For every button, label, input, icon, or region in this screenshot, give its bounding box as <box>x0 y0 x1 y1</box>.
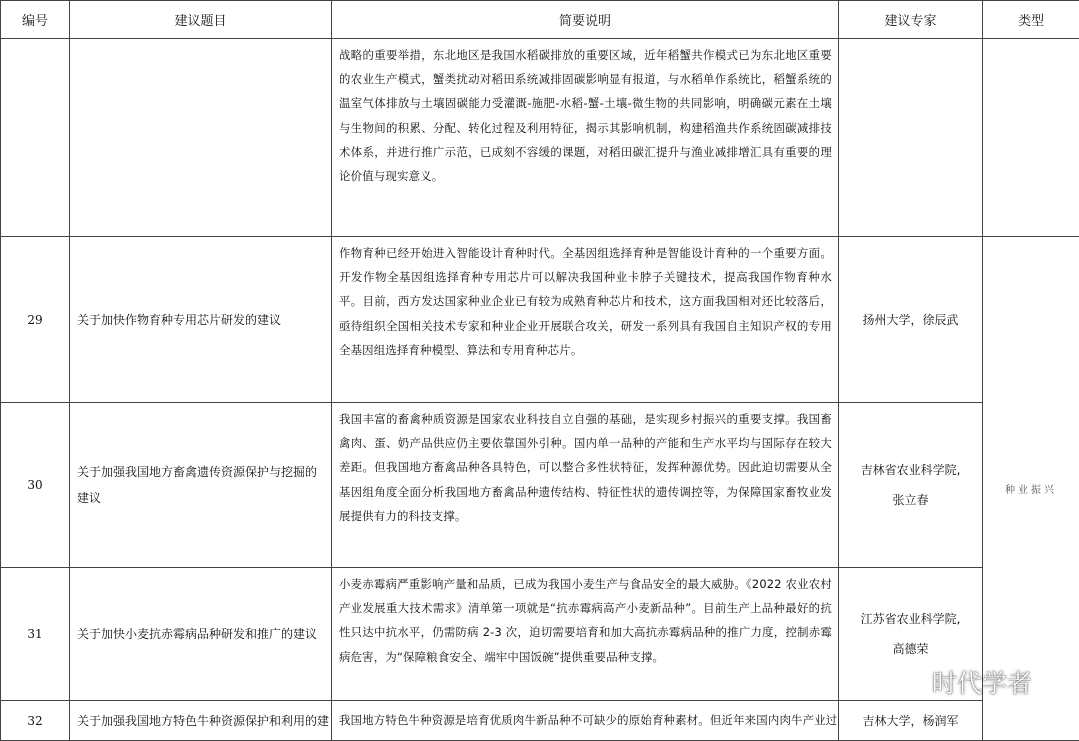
row-description: 战略的重要举措，东北地区是我国水稻碳排放的重要区域，近年稻蟹共作模式已为东北地区重要的农业生产模式，蟹类扰动对稻田系统减排固碳影响显有报道，与水稻单作系统比，稻蟹系统的温室气体排放与土壤固碳能力受灌溉-施肥-水稻-蟹-土壤-微生物的共同影响，明确碳元素在土壤与生物间的积累、分配、转化过程及利用特征，揭示其影响机制，构建稻渔共作系统固碳减排技术体系，并进行推广示范，已成刻不容缓的课题，对稻田碳汇提升与渔业减排增汇具有重要的理论价值与现实意义。 <box>332 39 839 237</box>
row-expert: 扬州大学，徐辰武 <box>839 237 983 403</box>
row-description: 作物育种已经开始进入智能设计育种时代。全基因组选择育种是智能设计育种的一个重要方面。开发作物全基因组选择育种专用芯片可以解决我国种业卡脖子关键技术，提高我国作物育种水平。目前，西方发达国家种业企业已有较为成熟育种芯片和技术，这方面我国相对还比较落后，亟待组织全国相关技术专家和种业企业开展联合攻关，研发一系列具有我国自主知识产权的专用全基因组选择育种模型、算法和专用育种芯片。 <box>332 237 839 403</box>
row-number: 29 <box>1 237 70 403</box>
row-description: 我国地方特色牛种资源是培育优质肉牛新品种不可缺少的原始育种素材。但近年来国内肉牛产业过 <box>332 701 839 741</box>
expert-person: 张立春 <box>839 485 982 515</box>
watermark-text: 时代学者 <box>932 664 1032 700</box>
row-number: 31 <box>1 568 70 701</box>
table-row <box>1 403 1079 568</box>
row-topic: 关于加快作物育种专用芯片研发的建议 <box>70 237 332 403</box>
row-topic: 关于加快小麦抗赤霉病品种研发和推广的建议 <box>70 568 332 701</box>
expert-institution: 吉林省农业科学院, <box>839 455 982 485</box>
row-topic: 关于加强我国地方特色牛种资源保护和利用的建 <box>70 701 332 741</box>
type-label: 种业振兴 <box>1005 485 1057 496</box>
row-number <box>1 39 70 237</box>
row-number: 32 <box>1 701 70 741</box>
expert-institution: 江苏省农业科学院, <box>839 604 982 634</box>
watermark <box>892 664 1032 700</box>
header-topic: 建议题目 <box>70 1 332 39</box>
row-description: 小麦赤霉病严重影响产量和品质，已成为我国小麦生产与食品安全的最大威胁。《2022 农业农村产业发展重大技术需求》清单第一项就是“抗赤霉病高产小麦新品种”。目前生产上品种最好的抗性只达中抗水平，仍需防病 2-3 次，迫切需要培育和加大高抗赤霉病品种的推广力度，控制赤霉病危害，为“保障粮食安全、端牢中国饭碗”提供重要品种支撑。 <box>332 568 839 701</box>
row-topic <box>70 39 332 237</box>
wechat-icon <box>892 668 924 696</box>
row-expert: 吉林大学，杨润军 <box>839 701 983 741</box>
table-row <box>1 701 1079 741</box>
row-expert <box>839 403 983 568</box>
row-number: 30 <box>1 403 70 568</box>
header-type: 类型 <box>983 1 1079 39</box>
header-expert: 建议专家 <box>839 1 983 39</box>
header-description: 简要说明 <box>332 1 839 39</box>
header-row <box>1 1 1079 39</box>
table-row <box>1 39 1079 237</box>
expert-person: 高德荣 <box>839 634 982 664</box>
header-no: 编号 <box>1 1 70 39</box>
type-cell-empty <box>983 39 1079 237</box>
row-description: 我国丰富的畜禽种质资源是国家农业科技自立自强的基础，是实现乡村振兴的重要支撑。我国畜禽肉、蛋、奶产品供应仍主要依靠国外引种。国内单一品种的产能和生产水平均与国际存在较大差距。但我国地方畜禽品种各具特色，可以整合多性状特征，发挥种源优势。因此迫切需要从全基因组角度全面分析我国地方畜禽品种遗传结构、特征性状的遗传调控等，为保障国家畜牧业发展提供有力的科技支撑。 <box>332 403 839 568</box>
row-expert <box>839 39 983 237</box>
table-row <box>1 237 1079 403</box>
row-topic: 关于加强我国地方畜禽遗传资源保护与挖掘的建议 <box>70 403 332 568</box>
